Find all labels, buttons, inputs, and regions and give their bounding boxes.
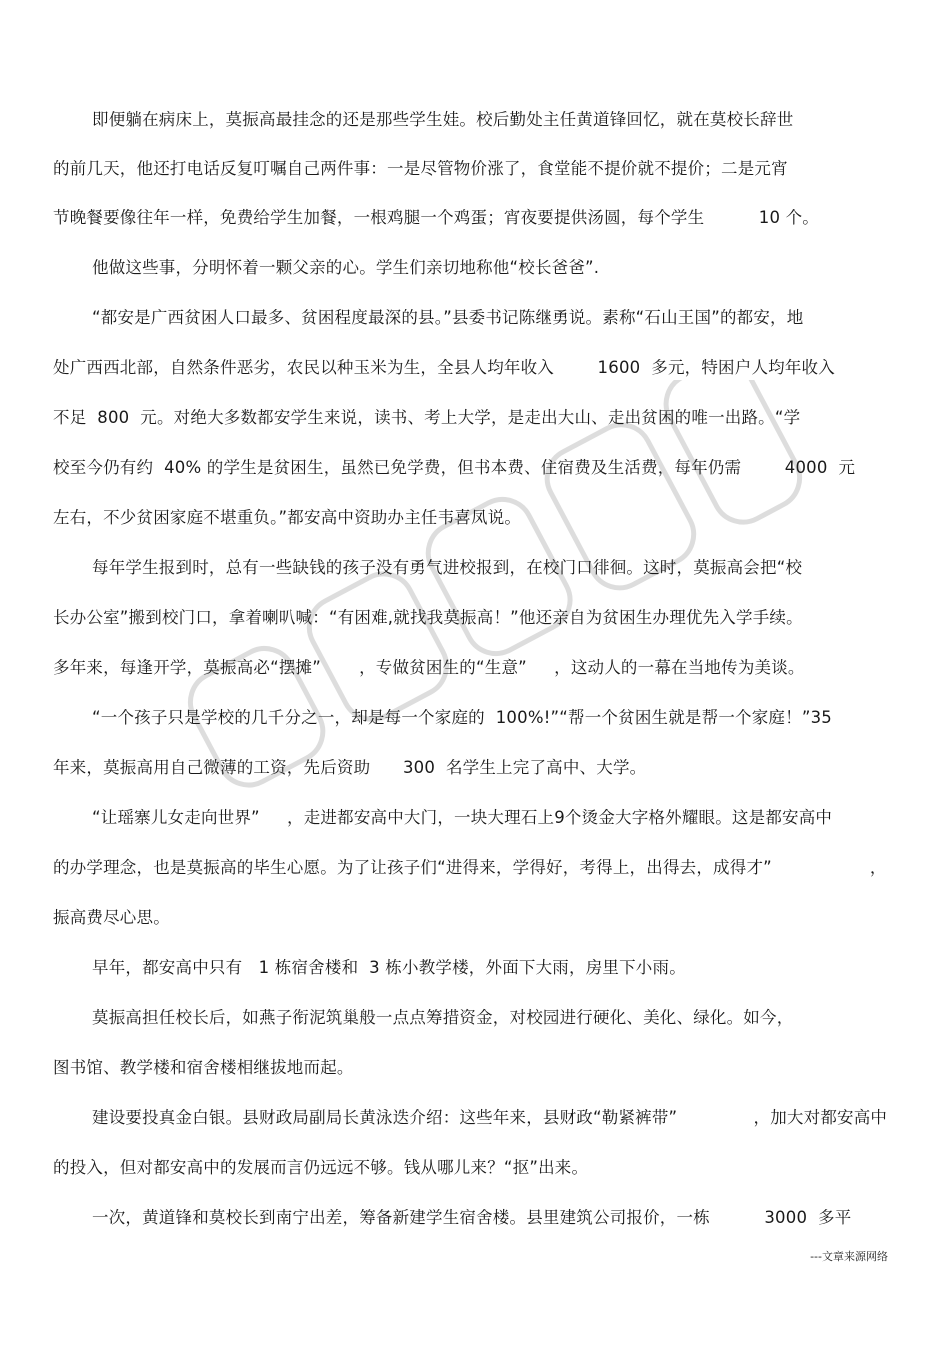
source-footer: ---文章来源网络 bbox=[810, 1250, 888, 1263]
paragraph-line: 即便躺在病床上，莫振高最挂念的还是那些学生娃。校后勤处主任黄道锋回忆，就在莫校长辞世 bbox=[92, 110, 794, 129]
paragraph-line: 的投入，但对都安高中的发展而言仍远远不够。钱从哪儿来？“抠”出来。 bbox=[53, 1158, 589, 1177]
paragraph-line: 的办学理念，也是莫振高的毕生心愿。为了让孩子们“进得来，学得好，考得上，出得去，成得才” ， bbox=[53, 858, 887, 877]
paragraph-line: 建设要投真金白银。县财政局副局长黄泳迭介绍：这些年来，县财政“勒紧裤带” ，加大对都安高中 bbox=[92, 1108, 888, 1127]
paragraph-line: 年来，莫振高用自己微薄的工资，先后资助 300 名学生上完了高中、大学。 bbox=[53, 758, 647, 777]
paragraph-line: “一个孩子只是学校的几千分之一，却是每一个家庭的 100%!”“帮一个贫困生就是帮一个家庭！”35 bbox=[92, 708, 832, 727]
paragraph-line: 长办公室”搬到校门口，拿着喇叭喊：“有困难,就找我莫振高！”他还亲自为贫困生办理优先入学手续。 bbox=[53, 608, 803, 627]
paragraph-line: 一次，黄道锋和莫校长到南宁出差，筹备新建学生宿舍楼。县里建筑公司报价，一栋 3000 多平 bbox=[92, 1208, 852, 1227]
paragraph-line: 每年学生报到时，总有一些缺钱的孩子没有勇气进校报到，在校门口徘徊。这时，莫振高会把“校 bbox=[92, 558, 803, 577]
paragraph-line: “让瑶寨儿女走向世界” ，走进都安高中大门，一块大理石上9个烫金大字格外耀眼。这是都安高中 bbox=[92, 808, 833, 827]
paragraph-line: “都安是广西贫困人口最多、贫困程度最深的县。”县委书记陈继勇说。素称“石山王国”的都安，地 bbox=[92, 308, 804, 327]
paragraph-line: 振高费尽心思。 bbox=[53, 908, 170, 927]
paragraph-line: 他做这些事，分明怀着一颗父亲的心。学生们亲切地称他“校长爸爸”. bbox=[92, 258, 600, 277]
paragraph-line: 左右，不少贫困家庭不堪重负。”都安高中资助办主任韦喜凤说。 bbox=[53, 508, 522, 527]
paragraph-line: 多年来，每逢开学，莫振高必“摆摊” ，专做贫困生的“生意” ，这动人的一幕在当地传为美谈。 bbox=[53, 658, 805, 677]
paragraph-line: 校至今仍有约 40% 的学生是贫困生，虽然已免学费，但书本费、住宿费及生活费，每年仍需 4000 元 bbox=[53, 458, 856, 477]
paragraph-line: 图书馆、教学楼和宿舍楼相继拔地而起。 bbox=[53, 1058, 354, 1077]
paragraph-line: 的前几天，他还打电话反复叮嘱自己两件事：一是尽管物价涨了，食堂能不提价就不提价；二是元宵 bbox=[53, 159, 788, 178]
paragraph-line: 早年，都安高中只有 1 栋宿舍楼和 3 栋小教学楼，外面下大雨，房里下小雨。 bbox=[92, 958, 686, 977]
paragraph-line: 节晚餐要像往年一样，免费给学生加餐，一根鸡腿一个鸡蛋；宵夜要提供汤圆，每个学生 10 个。 bbox=[53, 208, 819, 227]
paragraph-line: 莫振高担任校长后，如燕子衔泥筑巢般一点点筹措资金，对校园进行硬化、美化、绿化。如今， bbox=[92, 1008, 794, 1027]
paragraph-line: 不足 800 元。对绝大多数都安学生来说，读书、考上大学，是走出大山、走出贫困的唯一出路。“学 bbox=[53, 408, 801, 427]
paragraph-line: 处广西西北部，自然条件恶劣，农民以种玉米为生，全县人均年收入 1600 多元，特困户人均年收入 bbox=[53, 358, 835, 377]
